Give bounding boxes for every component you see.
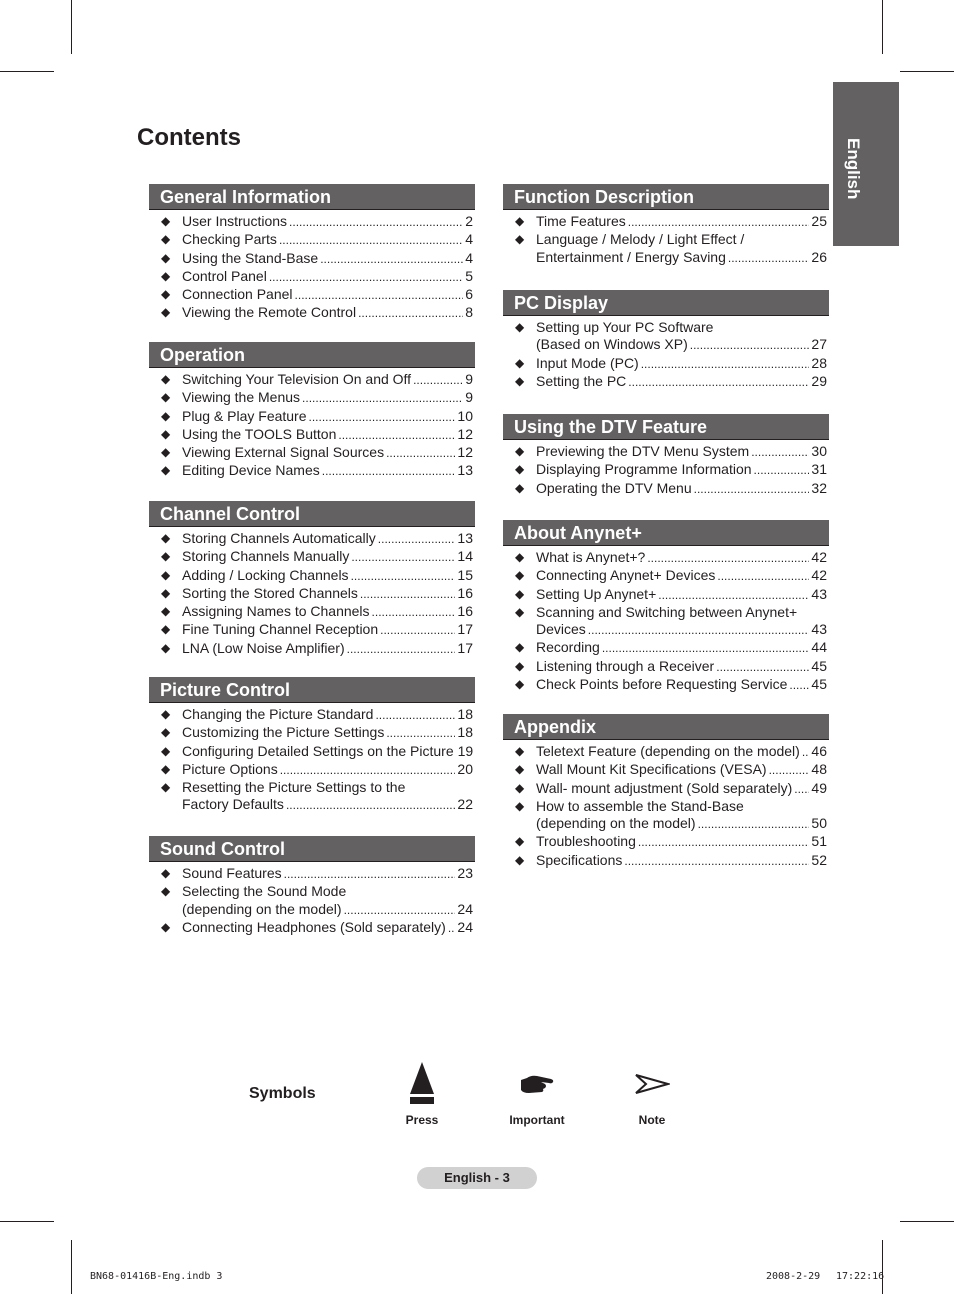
dot-leader <box>289 214 463 231</box>
toc-entry <box>149 724 475 742</box>
diamond-bullet-icon: ◆ <box>515 373 525 388</box>
dot-leader <box>351 549 455 566</box>
diamond-bullet-icon: ◆ <box>515 320 525 334</box>
toc-entry <box>149 919 475 937</box>
dot-leader <box>378 531 456 548</box>
toc-entry-title: Operating the DTV Menu <box>536 479 692 496</box>
diamond-bullet-icon: ◆ <box>161 866 171 880</box>
dot-leader <box>386 445 455 462</box>
section-heading: Picture Control <box>149 677 475 703</box>
toc-page-number: 5 <box>465 267 473 284</box>
toc-entry-title: Storing Channels Automatically <box>182 530 376 546</box>
toc-entry <box>149 371 475 389</box>
diamond-bullet-icon: ◆ <box>515 852 525 867</box>
dot-leader <box>280 762 456 779</box>
toc-page-number: 22 <box>457 796 473 813</box>
diamond-bullet-icon: ◆ <box>515 744 525 758</box>
toc-entry-title: Sorting the Stored Channels <box>182 584 358 601</box>
toc-page-number: 30 <box>811 443 827 459</box>
toc-page-number: 9 <box>465 371 473 387</box>
toc-entry-title: Displaying Programme Information <box>536 461 752 478</box>
dot-leader <box>717 568 809 585</box>
dot-leader <box>694 481 810 498</box>
toc-entry <box>149 865 475 883</box>
toc-entry-title: Devices <box>536 621 586 638</box>
toc-entry <box>149 779 475 815</box>
section-heading: Appendix <box>503 714 829 740</box>
toc-page-number: 16 <box>457 603 473 620</box>
diamond-bullet-icon: ◆ <box>161 919 171 934</box>
toc-entry <box>149 530 475 548</box>
section-heading: PC Display <box>503 290 829 316</box>
toc-page-number: 43 <box>811 585 827 602</box>
toc-entry-title: Connection Panel <box>182 286 293 303</box>
toc-entry <box>149 621 475 639</box>
toc-entry-title: Editing Device Names <box>182 462 320 479</box>
toc-page-number: 8 <box>465 304 473 321</box>
dot-leader <box>802 744 810 761</box>
dot-leader <box>284 866 456 883</box>
crop-mark <box>71 0 72 54</box>
toc-entry <box>149 426 475 444</box>
diamond-bullet-icon: ◆ <box>161 531 171 545</box>
dot-leader <box>344 902 456 919</box>
toc-entry <box>149 640 475 658</box>
toc-page-number: 6 <box>465 286 473 303</box>
press-label: Press <box>405 1113 439 1127</box>
toc-entry <box>149 444 475 462</box>
toc-entry-title: Teletext Feature (depending on the model) <box>536 743 800 759</box>
toc-entry-title: Time Features <box>536 213 626 229</box>
toc-page-number: 14 <box>457 548 473 565</box>
toc-page-number: 42 <box>811 549 827 565</box>
toc-entry-title: Viewing the Menus <box>182 389 301 406</box>
toc-entry <box>503 761 829 779</box>
important-hand-icon <box>517 1072 557 1096</box>
diamond-bullet-icon: ◆ <box>161 250 171 265</box>
dot-leader <box>751 444 809 461</box>
footer-date: 2008-2-29 <box>766 1271 821 1282</box>
toc-entry-title: Sound Features <box>182 865 282 881</box>
toc-entry <box>149 706 475 724</box>
diamond-bullet-icon: ◆ <box>515 640 525 655</box>
toc-entry-title: Connecting Headphones (Sold separately) <box>182 918 446 935</box>
toc-page-number: 46 <box>811 743 827 759</box>
toc-entry <box>503 798 829 834</box>
dot-leader <box>647 550 809 567</box>
toc-entry <box>503 480 829 498</box>
diamond-bullet-icon: ◆ <box>515 762 525 777</box>
toc-page-number: 12 <box>457 425 473 442</box>
dot-leader <box>375 707 455 724</box>
toc-entry-title: Troubleshooting <box>536 833 636 850</box>
dot-leader <box>413 372 463 389</box>
diamond-bullet-icon: ◆ <box>161 445 171 460</box>
dot-leader <box>386 725 455 742</box>
toc-entry <box>503 639 829 657</box>
toc-entry <box>503 373 829 391</box>
toc-entry <box>149 250 475 268</box>
diamond-bullet-icon: ◆ <box>515 568 525 583</box>
toc-entry-title: Wall Mount Kit Specifications (VESA) <box>536 761 767 778</box>
toc-page-number: 27 <box>811 336 827 353</box>
toc-page-number: 50 <box>811 815 827 832</box>
diamond-bullet-icon: ◆ <box>515 355 525 370</box>
toc-page-number: 17 <box>457 639 473 656</box>
toc-page-number: 13 <box>457 530 473 546</box>
toc-entry-title: How to assemble the Stand-Base <box>536 797 744 814</box>
toc-entry <box>149 567 475 585</box>
toc-entry <box>503 852 829 870</box>
toc-page-number: 4 <box>465 249 473 266</box>
important-symbol <box>497 1072 577 1127</box>
toc-entry-title: Input Mode (PC) <box>536 354 639 371</box>
dot-leader <box>789 677 809 694</box>
toc-page-number: 26 <box>811 248 827 265</box>
diamond-bullet-icon: ◆ <box>161 268 171 283</box>
section-operation <box>149 342 475 481</box>
diamond-bullet-icon: ◆ <box>161 463 171 478</box>
dot-leader <box>338 427 455 444</box>
diamond-bullet-icon: ◆ <box>161 426 171 441</box>
crop-mark <box>71 1240 72 1294</box>
diamond-bullet-icon: ◆ <box>515 480 525 495</box>
dot-leader <box>628 214 810 231</box>
diamond-bullet-icon: ◆ <box>515 658 525 673</box>
toc-entry-title: Setting up Your PC Software <box>536 319 714 335</box>
toc-page-number: 20 <box>457 760 473 777</box>
toc-page-number: 4 <box>465 231 473 248</box>
toc-entry <box>503 780 829 798</box>
toc-entry-title: (depending on the model) <box>536 815 696 832</box>
toc-entry-title: Resetting the Picture Settings to the <box>182 779 406 796</box>
dot-leader <box>279 232 463 249</box>
note-label: Note <box>638 1113 666 1127</box>
toc-entry-title: Check Points before Requesting Service <box>536 676 788 693</box>
diamond-bullet-icon: ◆ <box>161 707 171 721</box>
dot-leader <box>380 622 455 639</box>
toc-entry-title: Scanning and Switching between Anynet+ <box>536 603 798 620</box>
toc-page-number: 45 <box>811 676 827 693</box>
toc-entry-title: Viewing External Signal Sources <box>182 444 385 461</box>
toc-entry-title: LNA (Low Noise Amplifier) <box>182 639 345 656</box>
toc-page-number: 52 <box>811 851 827 868</box>
toc-entry-title: Using the TOOLS Button <box>182 425 337 442</box>
diamond-bullet-icon: ◆ <box>161 640 171 655</box>
dot-leader <box>641 356 810 373</box>
toc-page-number: 29 <box>811 372 827 389</box>
diamond-bullet-icon: ◆ <box>515 834 525 849</box>
toc-entry-title: Previewing the DTV Menu System <box>536 443 750 459</box>
toc-entry-title: Control Panel <box>182 267 267 284</box>
dot-leader <box>658 587 809 604</box>
toc-page-number: 19 <box>457 742 474 759</box>
dot-leader <box>448 920 456 937</box>
section-heading: General Information <box>149 184 475 210</box>
toc-entry-title: Specifications <box>536 851 623 868</box>
toc-entry-title: Checking Parts <box>182 231 277 248</box>
dot-leader <box>690 337 810 354</box>
dot-leader <box>794 781 809 798</box>
diamond-bullet-icon: ◆ <box>161 390 171 405</box>
toc-page-number: 18 <box>457 724 473 741</box>
dot-leader <box>728 250 810 267</box>
diamond-bullet-icon: ◆ <box>515 586 525 601</box>
section-pc-display <box>503 290 829 391</box>
symbols-label: Symbols <box>249 1085 316 1102</box>
dot-leader <box>302 390 463 407</box>
toc-page-number: 28 <box>811 354 827 371</box>
toc-entry <box>149 304 475 322</box>
toc-page-number: 24 <box>457 900 473 917</box>
section-heading: About Anynet+ <box>503 520 829 546</box>
toc-entry <box>503 567 829 585</box>
toc-entry <box>503 676 829 694</box>
section-sound-control <box>149 836 475 937</box>
toc-entry-title: (depending on the model) <box>182 900 342 917</box>
toc-entry-title: Entertainment / Energy Saving <box>536 248 726 265</box>
diamond-bullet-icon: ◆ <box>515 214 525 228</box>
important-label: Important <box>509 1113 565 1127</box>
diamond-bullet-icon: ◆ <box>161 585 171 600</box>
section-heading: Function Description <box>503 184 829 210</box>
dot-leader <box>351 568 456 585</box>
toc-page-number: 17 <box>457 621 473 638</box>
press-symbol <box>397 1060 447 1127</box>
toc-entry-title: User Instructions <box>182 213 288 229</box>
toc-entry <box>149 761 475 779</box>
section-about-anynet <box>503 520 829 694</box>
dot-leader <box>716 659 809 676</box>
diamond-bullet-icon: ◆ <box>161 761 171 776</box>
language-tab <box>833 82 899 246</box>
toc-entry-title: Configuring Detailed Settings on the Picture <box>182 742 454 759</box>
toc-entry-title: (Based on Windows XP) <box>536 336 688 353</box>
toc-page-number: 44 <box>811 639 827 656</box>
section-general-information <box>149 184 475 323</box>
toc-page-number: 49 <box>811 779 827 796</box>
toc-entry <box>503 604 829 640</box>
footer-time: 17:22:16 <box>836 1271 885 1282</box>
toc-entry-title: Factory Defaults <box>182 796 284 813</box>
toc-page-number: 51 <box>811 833 827 850</box>
language-tab-label: English <box>844 138 863 200</box>
dot-leader <box>269 269 463 286</box>
diamond-bullet-icon: ◆ <box>161 780 171 795</box>
toc-entry <box>149 408 475 426</box>
toc-entry-title: Recording <box>536 639 600 656</box>
toc-entry <box>149 462 475 480</box>
crop-mark <box>0 1221 54 1222</box>
toc-entry-title: Customizing the Picture Settings <box>182 724 385 741</box>
toc-entry <box>149 286 475 304</box>
toc-page-number: 18 <box>457 706 473 722</box>
toc-entry <box>503 833 829 851</box>
diamond-bullet-icon: ◆ <box>515 677 525 692</box>
toc-entry <box>149 268 475 286</box>
toc-entry-title: Language / Melody / Light Effect / <box>536 231 745 248</box>
toc-entry <box>149 231 475 249</box>
toc-entry <box>503 231 829 267</box>
toc-entry <box>149 603 475 621</box>
toc-entry-title: What is Anynet+? <box>536 549 646 565</box>
toc-page-number: 25 <box>811 213 827 229</box>
diamond-bullet-icon: ◆ <box>161 725 171 740</box>
dot-leader <box>372 604 456 621</box>
toc-entry-title: Wall- mount adjustment (Sold separately) <box>536 779 793 796</box>
diamond-bullet-icon: ◆ <box>161 305 171 320</box>
toc-page-number: 9 <box>465 389 473 406</box>
page-number-badge: English - 3 <box>417 1167 537 1189</box>
toc-page-number: 23 <box>457 865 473 881</box>
toc-entry <box>149 213 475 231</box>
section-heading: Channel Control <box>149 501 475 527</box>
section-channel-control <box>149 501 475 658</box>
dot-leader <box>309 409 456 426</box>
dot-leader <box>322 463 456 480</box>
toc-entry-title: Storing Channels Manually <box>182 548 350 565</box>
toc-page-number: 48 <box>811 761 827 778</box>
section-heading: Operation <box>149 342 475 368</box>
diamond-bullet-icon: ◆ <box>161 604 171 619</box>
diamond-bullet-icon: ◆ <box>161 622 171 637</box>
crop-mark <box>900 1221 954 1222</box>
footer-file: BN68-01416B-Eng.indb 3 <box>90 1271 223 1282</box>
note-symbol <box>622 1072 682 1127</box>
toc-page-number: 31 <box>811 461 827 478</box>
section-appendix <box>503 714 829 870</box>
toc-entry <box>149 389 475 407</box>
diamond-bullet-icon: ◆ <box>161 567 171 582</box>
toc-entry-title: Adding / Locking Channels <box>182 566 349 583</box>
diamond-bullet-icon: ◆ <box>161 549 171 564</box>
diamond-bullet-icon: ◆ <box>515 604 525 619</box>
toc-entry <box>503 743 829 761</box>
crop-mark <box>882 1240 883 1294</box>
section-heading: Using the DTV Feature <box>503 414 829 440</box>
toc-entry <box>149 585 475 603</box>
diamond-bullet-icon: ◆ <box>515 780 525 795</box>
toc-entry <box>503 658 829 676</box>
toc-entry <box>503 549 829 567</box>
crop-mark <box>900 71 954 72</box>
toc-entry-title: Connecting Anynet+ Devices <box>536 567 716 584</box>
toc-page-number: 10 <box>457 407 473 424</box>
toc-page-number: 12 <box>457 444 473 461</box>
toc-entry-title: Fine Tuning Channel Reception <box>182 621 379 638</box>
section-function-description <box>503 184 829 267</box>
toc-entry <box>149 743 475 761</box>
toc-page-number: 45 <box>811 657 827 674</box>
toc-entry <box>503 213 829 231</box>
crop-mark <box>882 0 883 54</box>
dot-leader <box>698 816 810 833</box>
toc-entry-title: Setting the PC <box>536 372 627 389</box>
diamond-bullet-icon: ◆ <box>515 550 525 564</box>
diamond-bullet-icon: ◆ <box>161 287 171 302</box>
toc-entry <box>503 319 829 355</box>
toc-entry-title: Listening through a Receiver <box>536 657 715 674</box>
section-picture-control <box>149 677 475 815</box>
press-icon <box>407 1060 437 1106</box>
toc-entry-title: Using the Stand-Base <box>182 249 319 266</box>
toc-entry-title: Changing the Picture Standard <box>182 706 374 722</box>
diamond-bullet-icon: ◆ <box>515 444 525 458</box>
toc-entry-title: Assigning Names to Channels <box>182 603 370 620</box>
toc-entry <box>503 355 829 373</box>
toc-entry-title: Picture Options <box>182 760 278 777</box>
diamond-bullet-icon: ◆ <box>161 214 171 228</box>
toc-entry <box>149 548 475 566</box>
section-using-the-dtv-feature <box>503 414 829 498</box>
crop-mark <box>0 71 54 72</box>
dot-leader <box>628 374 809 391</box>
dot-leader <box>602 640 810 657</box>
page-title: Contents <box>137 124 241 151</box>
dot-leader <box>360 586 456 603</box>
toc-entry-title: Plug & Play Feature <box>182 407 307 424</box>
diamond-bullet-icon: ◆ <box>161 884 171 899</box>
diamond-bullet-icon: ◆ <box>515 462 525 477</box>
dot-leader <box>638 834 810 851</box>
toc-entry <box>503 443 829 461</box>
toc-entry-title: Selecting the Sound Mode <box>182 883 347 900</box>
toc-entry <box>503 586 829 604</box>
note-arrow-icon <box>634 1072 670 1096</box>
section-heading: Sound Control <box>149 836 475 862</box>
toc-page-number: 2 <box>465 213 473 229</box>
toc-entry <box>149 883 475 919</box>
dot-leader <box>286 797 455 814</box>
diamond-bullet-icon: ◆ <box>515 798 525 813</box>
toc-page-number: 13 <box>457 462 473 479</box>
dot-leader <box>358 305 463 322</box>
dot-leader <box>588 622 810 639</box>
dot-leader <box>347 641 456 658</box>
diamond-bullet-icon: ◆ <box>161 408 171 423</box>
dot-leader <box>624 853 809 870</box>
toc-entry-title: Setting Up Anynet+ <box>536 585 657 602</box>
dot-leader <box>754 462 810 479</box>
toc-entry-title: Viewing the Remote Control <box>182 304 357 321</box>
toc-page-number: 24 <box>457 918 473 935</box>
dot-leader <box>320 251 463 268</box>
diamond-bullet-icon: ◆ <box>161 232 171 247</box>
toc-page-number: 15 <box>457 566 473 583</box>
toc-page-number: 32 <box>811 479 827 496</box>
toc-page-number: 43 <box>811 621 827 638</box>
toc-entry <box>503 461 829 479</box>
diamond-bullet-icon: ◆ <box>161 372 171 386</box>
toc-page-number: 42 <box>811 567 827 584</box>
dot-leader <box>295 287 464 304</box>
diamond-bullet-icon: ◆ <box>515 232 525 247</box>
diamond-bullet-icon: ◆ <box>161 743 171 758</box>
toc-entry-title: Switching Your Television On and Off <box>182 371 412 387</box>
toc-page-number: 16 <box>457 584 473 601</box>
dot-leader <box>769 762 810 779</box>
